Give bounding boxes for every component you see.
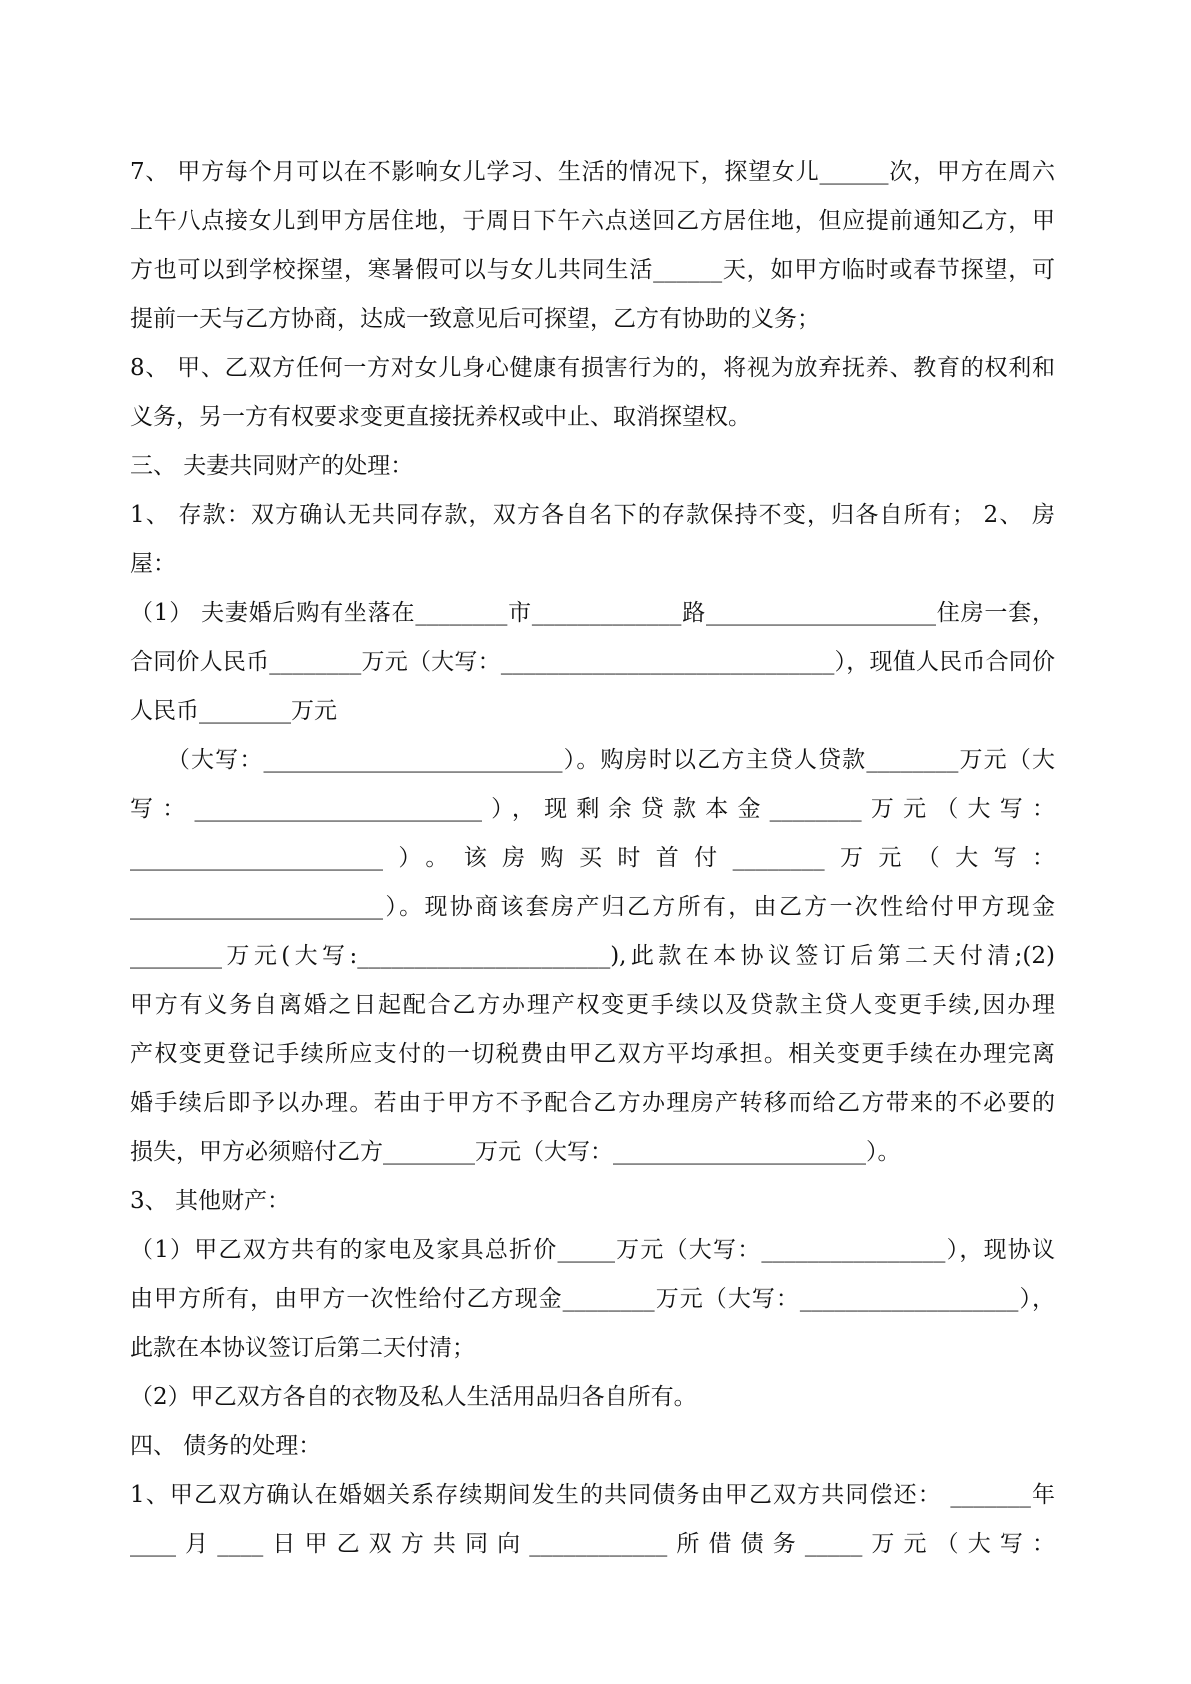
document-page	[130, 148, 1055, 1569]
text-line: 义务，另一方有权要求变更直接抚养权或中止、取消探望权。	[130, 404, 751, 430]
text-line: 损失，甲方必须赔付乙方________万元（大写：______________________）。	[130, 1139, 901, 1165]
section-heading: 3、 其他财产：	[130, 1188, 290, 1214]
text-line: 合同价人民币________万元（大写：_____________________________），现值人民币合同价	[130, 649, 1055, 675]
text-line: 提前一天与乙方协商，达成一致意见后可探望，乙方有协助的义务；	[130, 306, 820, 332]
text-line: 1、甲乙双方确认在婚姻关系存续期间发生的共同债务由甲乙双方共同偿还： _______年	[130, 1482, 1055, 1508]
text-line: 由甲方所有，由甲方一次性给付乙方现金________万元（大写：___________________），	[130, 1286, 1055, 1312]
text-line: ______________________）。现协商该套房产归乙方所有，由乙方一次性给付甲方现金	[130, 894, 1055, 920]
text-line: 此款在本协议签订后第二天付清；	[130, 1335, 475, 1361]
section-heading: 三、 夫妻共同财产的处理：	[130, 453, 414, 479]
text-line: （大写：__________________________）。购房时以乙方主贷人贷款________万元（大	[130, 747, 1055, 773]
text-line: （2）甲乙双方各自的衣物及私人生活用品归各自所有。	[130, 1384, 697, 1410]
text-line: ________万元(大写:______________________),此款在本协议签订后第二天付清;(2)	[130, 943, 1055, 969]
text-line: （1） 夫妻婚后购有坐落在________市_____________路____________________住房一套，	[130, 600, 1055, 626]
text-line: 甲方有义务自离婚之日起配合乙方办理产权变更手续以及贷款主贷人变更手续,因办理	[130, 992, 1055, 1018]
text-line: 人民币________万元	[130, 698, 337, 724]
text-line: 写：_________________________），现剩余贷款本金________万元（大写：	[130, 796, 1055, 822]
text-line: 7、 甲方每个月可以在不影响女儿学习、生活的情况下，探望女儿______次，甲方在周六	[130, 159, 1055, 185]
section-heading: 四、 债务的处理：	[130, 1433, 322, 1459]
text-line: 屋：	[130, 551, 176, 577]
text-line: 婚手续后即予以办理。若由于甲方不予配合乙方办理房产转移而给乙方带来的不必要的	[130, 1090, 1055, 1116]
text-line: （1）甲乙双方共有的家电及家具总折价_____万元（大写：________________），现协议	[130, 1237, 1055, 1263]
text-line: ____月____日甲乙双方共同向____________所借债务_____万元（大写：	[130, 1531, 1055, 1557]
text-line: 方也可以到学校探望，寒暑假可以与女儿共同生活______天，如甲方临时或春节探望，可	[130, 257, 1055, 283]
text-line: 上午八点接女儿到甲方居住地，于周日下午六点送回乙方居住地，但应提前通知乙方，甲	[130, 208, 1055, 234]
text-line: 产权变更登记手续所应支付的一切税费由甲乙双方平均承担。相关变更手续在办理完离	[130, 1041, 1055, 1067]
text-line: 1、 存款：双方确认无共同存款，双方各自名下的存款保持不变，归各自所有； 2、 房	[130, 502, 1055, 528]
text-line: ______________________）。该房购买时首付________万元（大写：	[130, 845, 1055, 871]
text-line: 8、 甲、乙双方任何一方对女儿身心健康有损害行为的，将视为放弃抚养、教育的权利和	[130, 355, 1055, 381]
